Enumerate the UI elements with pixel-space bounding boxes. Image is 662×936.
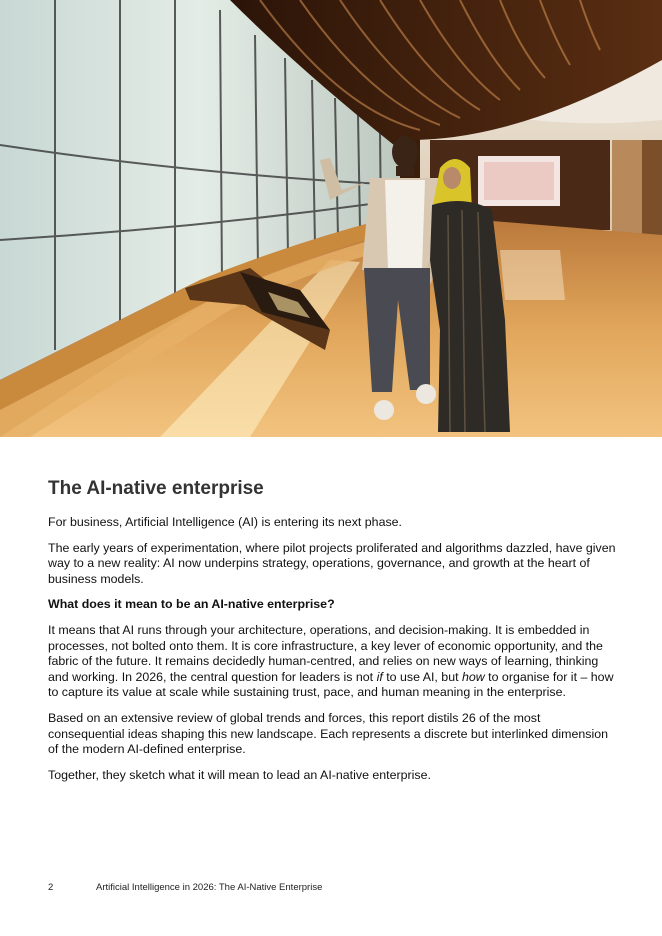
paragraph-meaning-part1: It means that AI runs through your architecture, operations, and decision-making. It is embedded in processes, not bolted onto them. It is core infrastructure, a key lever of economic opportunity, and the fabric of the future. It remains decidedly human-centred, and relies on new ways of learning, thinking and working. In 2026, the central question for leaders is not	[48, 622, 603, 684]
emphasis-how: how	[461, 669, 485, 684]
paragraph-meaning	[48, 623, 620, 701]
page-number: 2	[48, 882, 54, 893]
page-footer	[48, 882, 322, 893]
page-title: The AI-native enterprise	[48, 478, 264, 499]
paragraph-conclusion: Together, they sketch what it will mean to lead an AI-native enterprise.	[48, 767, 431, 782]
photo-people-at-digital-wall-icon	[0, 0, 662, 437]
hero-photo	[0, 0, 662, 437]
paragraph-meaning-part3: to organise for it – how to capture its value at scale while sustaining trust, pace, and human meaning in the enterprise.	[48, 669, 614, 700]
paragraph-review: Based on an extensive review of global trends and forces, this report distils 26 of the most consequential ideas shaping this new landscape. Each represents a discrete but interlinked dimension of the modern AI-defined enterprise.	[48, 710, 608, 757]
intro-paragraph: For business, Artificial Intelligence (AI) is entering its next phase.	[48, 515, 402, 529]
paragraph-meaning-part2: to use AI, but	[382, 669, 462, 684]
emphasis-if: if	[376, 669, 383, 684]
section-subheading: What does it mean to be an AI-native enterprise?	[48, 597, 335, 612]
paragraph-early-years: The early years of experimentation, where pilot projects proliferated and algorithms dazzled, have given way to a new reality: AI now underpins strategy, operations, governance, and growth at the heart of business models.	[48, 540, 616, 586]
running-title: Artificial Intelligence in 2026: The AI-Native Enterprise	[96, 882, 323, 893]
article	[48, 477, 620, 793]
